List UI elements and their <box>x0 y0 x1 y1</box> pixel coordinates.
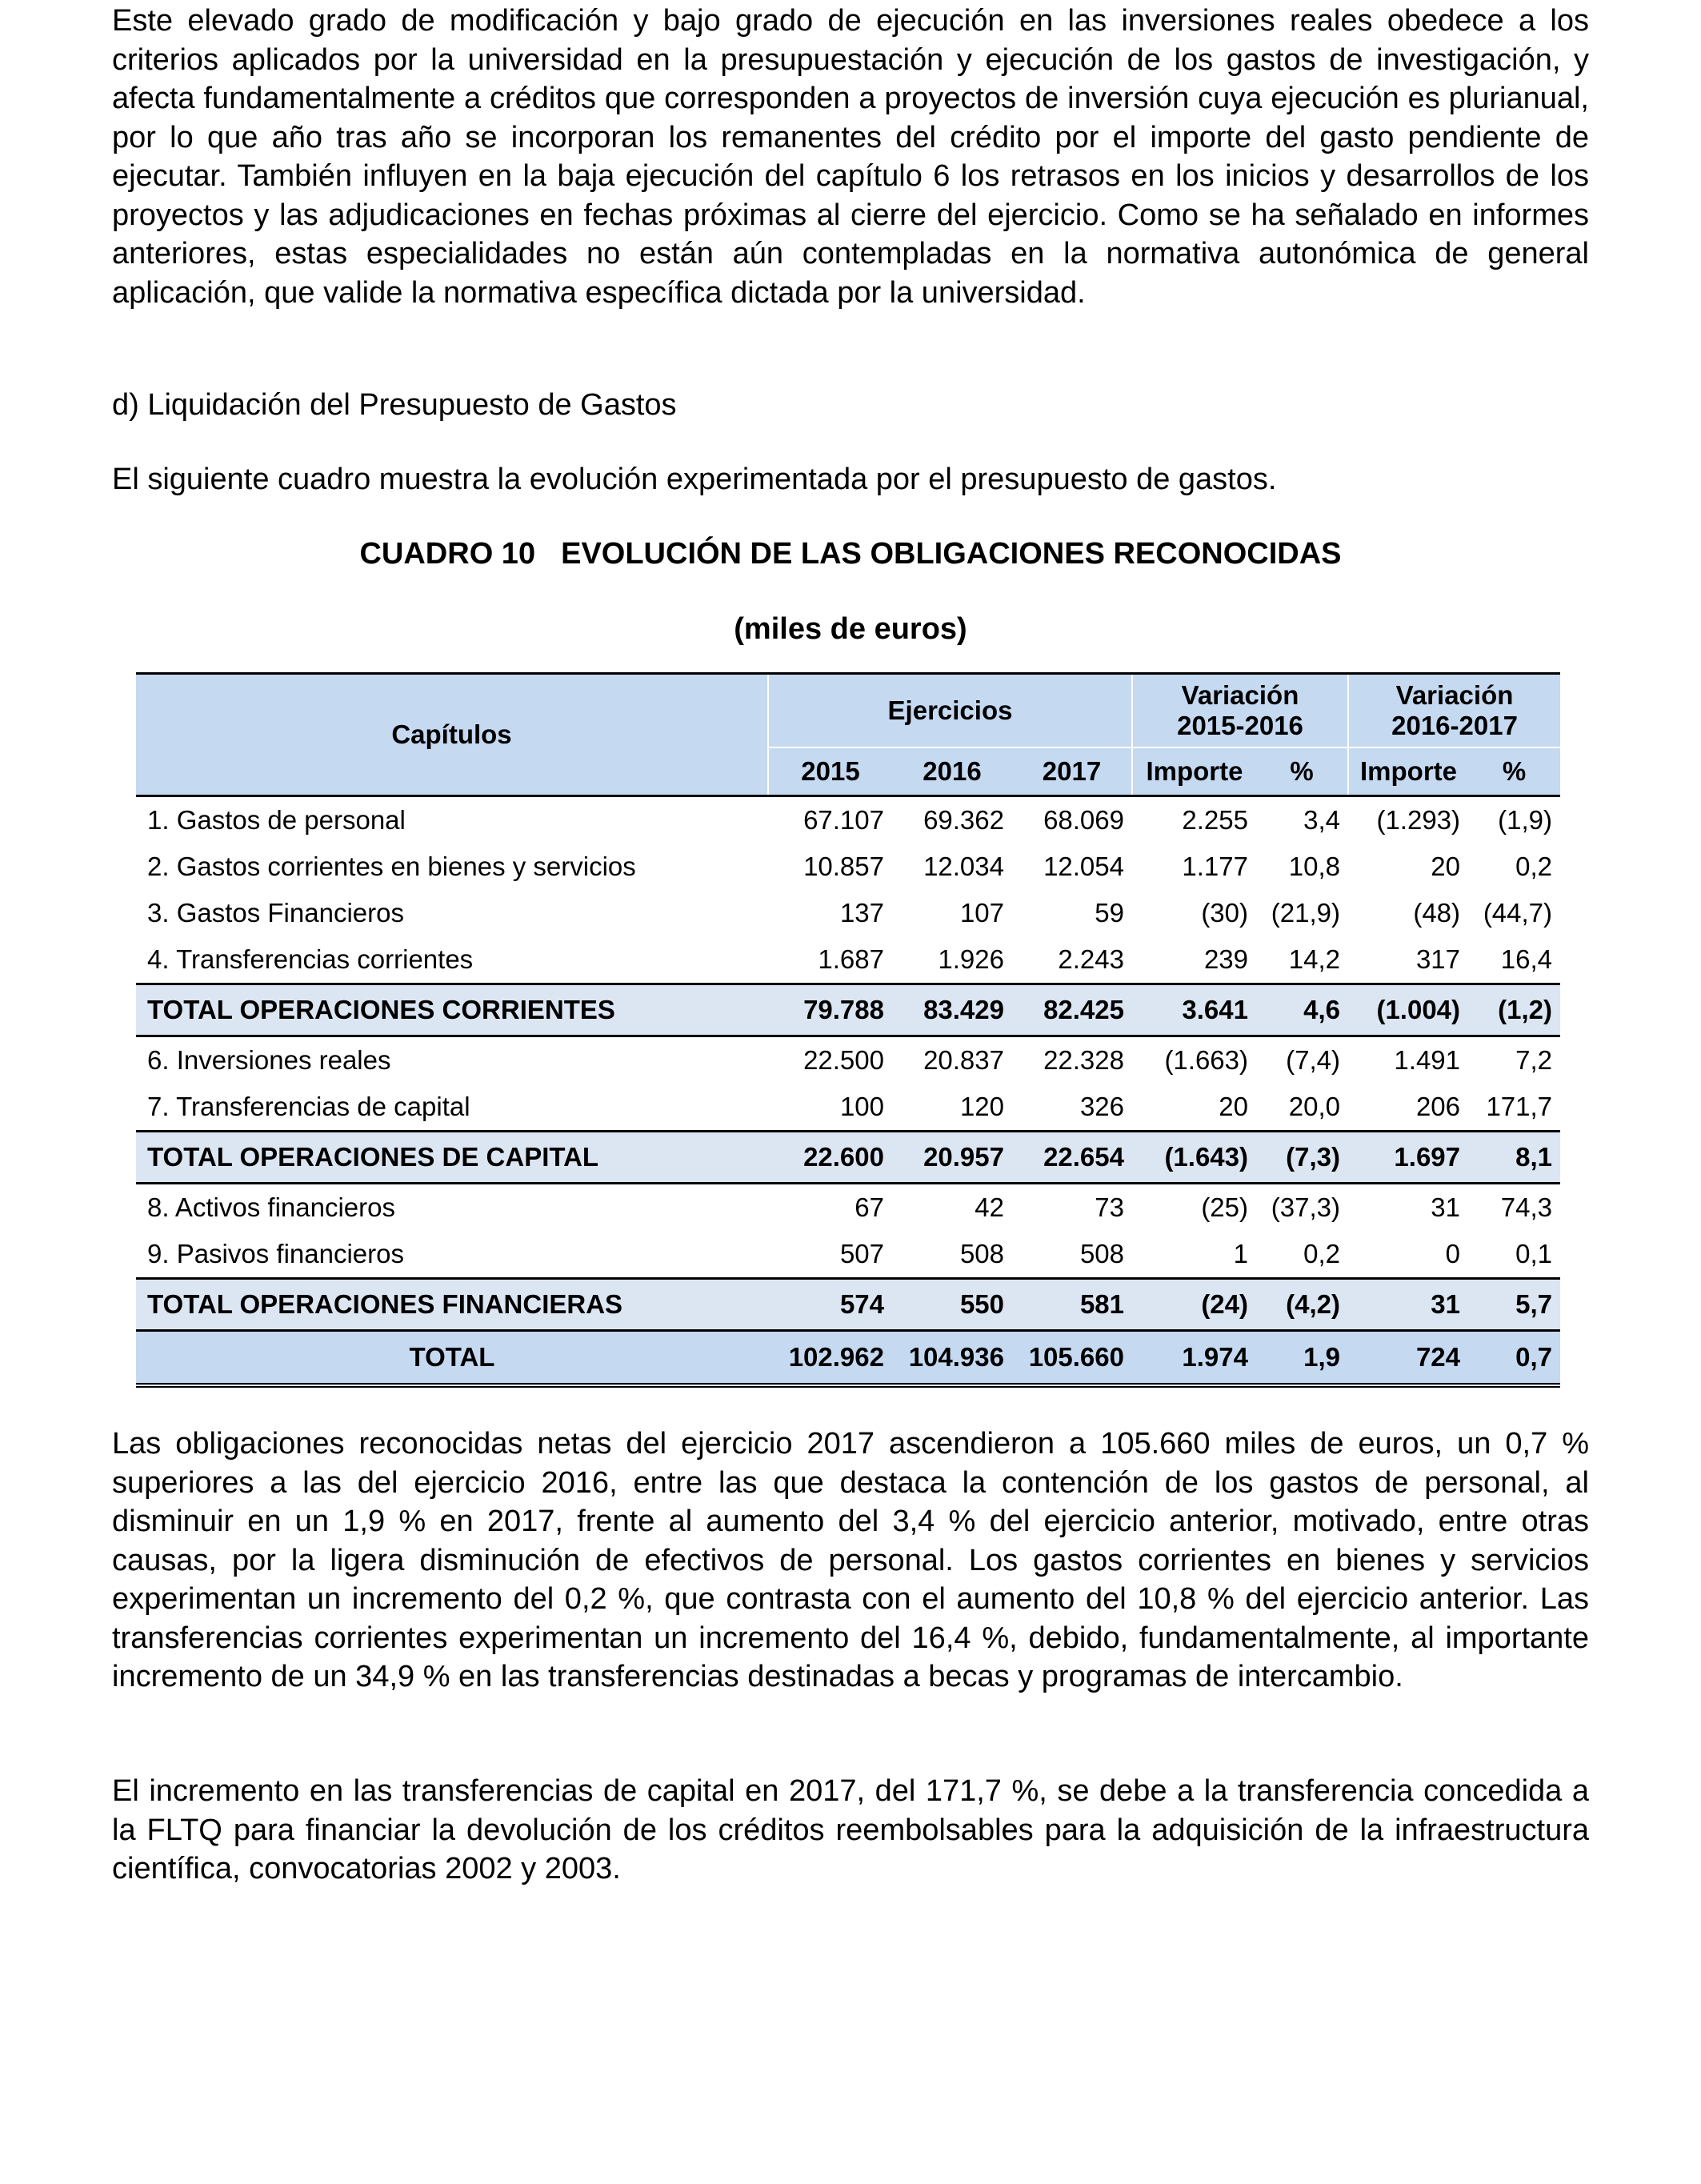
cell: 0,2 <box>1303 1239 1341 1268</box>
header-variacion-2016-2017 <box>1348 674 1560 748</box>
cell: 2.243 <box>1058 944 1124 974</box>
cell: 104.936 <box>892 1331 1012 1386</box>
cell: (24) <box>1132 1279 1256 1331</box>
cell: 0 <box>1445 1239 1461 1268</box>
cell: 574 <box>768 1279 892 1331</box>
cell: 12.054 <box>1043 852 1124 881</box>
row-label: 4. Transferencias corrientes <box>147 944 474 974</box>
intro-paragraph: Este elevado grado de modificación y bajo grado de ejecución en las inversiones reales obedece a los criterios aplicados por la universidad en la presupuestación y ejecución de los gastos de investigación, y afecta fundamentalmente a créditos que corresponden a proyectos de inversión cuya ejecución es plurianual, por lo que año tras año se incorporan los remanentes del crédito por el importe del gasto pendiente de ejecutar. También influyen en la baja ejecución del capítulo 6 los retrasos en los inicios y desarrollos de los proyectos y las adjudicaciones en fechas próximas al cierre del ejercicio. Como se ha señalado en informes anteriores, estas especialidades no están aún contempladas en la normativa autonómica de general aplicación, que valide la normativa específica dictada por la universidad. <box>112 4 1589 310</box>
table-row <box>136 1036 1560 1084</box>
cell: 20.957 <box>892 1132 1012 1184</box>
table-row <box>136 1184 1560 1232</box>
cell: (1,2) <box>1468 984 1560 1036</box>
row-label: 8. Activos financieros <box>147 1192 395 1222</box>
cell: 14,2 <box>1288 944 1341 974</box>
cell: 508 <box>959 1239 1004 1268</box>
header-capitulos: Capítulos <box>136 674 768 796</box>
cell: (7,4) <box>1286 1045 1341 1075</box>
cell: 7,2 <box>1515 1045 1553 1075</box>
cell: (30) <box>1201 898 1248 928</box>
cell: 239 <box>1203 944 1248 974</box>
cell: (7,3) <box>1256 1132 1348 1184</box>
cell: (25) <box>1201 1192 1248 1222</box>
cell: 1.177 <box>1182 852 1248 881</box>
row-label: TOTAL OPERACIONES DE CAPITAL <box>136 1132 768 1184</box>
obligations-table <box>136 672 1560 1388</box>
table-row-grand-total <box>136 1331 1560 1386</box>
cell: (1,9) <box>1498 805 1553 835</box>
table-title-number: CUADRO 10 <box>359 537 536 571</box>
cell: 83.429 <box>892 984 1012 1036</box>
cell: 1.491 <box>1394 1045 1461 1075</box>
cell: 10.857 <box>803 852 884 881</box>
cell: 68.069 <box>1043 805 1124 835</box>
row-label: 3. Gastos Financieros <box>147 898 404 928</box>
cell: 326 <box>1079 1092 1124 1121</box>
cell: 22.600 <box>768 1132 892 1184</box>
row-label: 6. Inversiones reales <box>147 1045 391 1075</box>
cell: 120 <box>959 1092 1004 1121</box>
cell: 102.962 <box>768 1331 892 1386</box>
cell: (1.663) <box>1164 1045 1248 1075</box>
cell: (1.643) <box>1132 1132 1256 1184</box>
cell: 1.687 <box>818 944 884 974</box>
cell: 22.328 <box>1043 1045 1124 1075</box>
row-label: 9. Pasivos financieros <box>147 1239 404 1268</box>
cell: 12.034 <box>923 852 1004 881</box>
header-year: 2017 <box>1012 747 1132 796</box>
cell: 137 <box>839 898 884 928</box>
cell: 20.837 <box>923 1045 1004 1075</box>
cell: 73 <box>1095 1192 1124 1222</box>
table-title <box>0 535 1701 573</box>
cell: 42 <box>975 1192 1004 1222</box>
cell: 317 <box>1415 944 1461 974</box>
table-row <box>136 936 1560 984</box>
section-intro: El siguiente cuadro muestra la evolución experimentada por el presupuesto de gastos. <box>112 463 1277 496</box>
cell: 508 <box>1079 1239 1124 1268</box>
header-percent: % <box>1468 747 1560 796</box>
cell: (48) <box>1413 898 1461 928</box>
header-variacion-label: Variación <box>1181 680 1299 710</box>
cell: (37,3) <box>1271 1192 1341 1222</box>
cell: 59 <box>1095 898 1124 928</box>
cell: (1.004) <box>1348 984 1468 1036</box>
cell: 3.641 <box>1132 984 1256 1036</box>
cell: 69.362 <box>923 805 1004 835</box>
cell: 79.788 <box>768 984 892 1036</box>
row-label: 2. Gastos corrientes en bienes y servicios <box>147 852 636 881</box>
table-row-subtotal <box>136 1279 1560 1331</box>
cell: 22.500 <box>803 1045 884 1075</box>
cell: 74,3 <box>1500 1192 1553 1222</box>
cell: 67.107 <box>803 805 884 835</box>
cell: 107 <box>959 898 1004 928</box>
table-row <box>136 1084 1560 1132</box>
cell: 550 <box>892 1279 1012 1331</box>
table-units: (miles de euros) <box>734 612 967 646</box>
cell: (21,9) <box>1271 898 1341 928</box>
header-year: 2015 <box>768 747 892 796</box>
header-variacion-label: Variación <box>1395 680 1514 710</box>
cell: 82.425 <box>1012 984 1132 1036</box>
cell: (1.293) <box>1376 805 1461 835</box>
table-row <box>136 844 1560 890</box>
table-row-subtotal <box>136 984 1560 1036</box>
cell: 100 <box>839 1092 884 1121</box>
cell: 1.697 <box>1348 1132 1468 1184</box>
row-label: TOTAL <box>136 1331 768 1386</box>
cell: 5,7 <box>1468 1279 1560 1331</box>
header-percent: % <box>1256 747 1348 796</box>
cell: 31 <box>1348 1279 1468 1331</box>
cell: 1.974 <box>1132 1331 1256 1386</box>
cell: 20 <box>1431 852 1461 881</box>
header-variacion-years: 2016-2017 <box>1391 711 1518 740</box>
cell: 20 <box>1219 1092 1248 1121</box>
cell: 20,0 <box>1288 1092 1341 1121</box>
header-variacion-years: 2015-2016 <box>1177 711 1303 740</box>
cell: 0,7 <box>1468 1331 1560 1386</box>
cell: 171,7 <box>1486 1092 1553 1121</box>
cell: 3,4 <box>1303 805 1341 835</box>
header-variacion-2015-2016 <box>1132 674 1348 748</box>
cell: 31 <box>1431 1192 1461 1222</box>
cell: 507 <box>839 1239 884 1268</box>
analysis-paragraph: Las obligaciones reconocidas netas del ejercicio 2017 ascendieron a 105.660 miles de euros, un 0,7 % superiores a las del ejercicio 2016, entre las que destaca la contención de los gastos de personal, al disminuir en un 1,9 % en 2017, frente al aumento del 3,4 % del ejercicio anterior, motivado, entre otras causas, por la ligera disminución de efectivos de personal. Los gastos corrientes en bienes y servicios experimentan un incremento del 0,2 %, que contrasta con el aumento del 10,8 % del ejercicio anterior. Las transferencias corrientes experimentan un incremento del 16,4 %, debido, fundamentalmente, al importante incremento de un 34,9 % en las transferencias destinadas a becas y programas de intercambio. <box>112 1427 1589 1693</box>
row-label: TOTAL OPERACIONES CORRIENTES <box>136 984 768 1036</box>
cell: 22.654 <box>1012 1132 1132 1184</box>
cell: 8,1 <box>1468 1132 1560 1184</box>
header-importe: Importe <box>1132 747 1256 796</box>
header-year: 2016 <box>892 747 1012 796</box>
table-row-subtotal <box>136 1132 1560 1184</box>
cell: 724 <box>1348 1331 1468 1386</box>
cell: 0,1 <box>1515 1239 1553 1268</box>
row-label: 7. Transferencias de capital <box>147 1092 470 1121</box>
header-ejercicios: Ejercicios <box>768 674 1132 748</box>
table-title-text: EVOLUCIÓN DE LAS OBLIGACIONES RECONOCIDAS <box>561 537 1342 571</box>
cell: 10,8 <box>1288 852 1341 881</box>
table-row <box>136 796 1560 844</box>
capital-transfers-paragraph: El incremento en las transferencias de capital en 2017, del 171,7 %, se debe a la transferencia concedida a la FLTQ para financiar la devolución de los créditos reembolsables para la adquisición de la infraestructura científica, convocatorias 2002 y 2003. <box>112 1774 1589 1885</box>
cell: 581 <box>1012 1279 1132 1331</box>
row-label: 1. Gastos de personal <box>147 805 406 835</box>
cell: (4,2) <box>1256 1279 1348 1331</box>
header-importe: Importe <box>1348 747 1468 796</box>
table-row <box>136 1231 1560 1279</box>
cell: 1 <box>1233 1239 1248 1268</box>
cell: 105.660 <box>1012 1331 1132 1386</box>
cell: 67 <box>855 1192 884 1222</box>
cell: 0,2 <box>1515 852 1553 881</box>
cell: 2.255 <box>1182 805 1248 835</box>
cell: 16,4 <box>1500 944 1553 974</box>
table-row <box>136 890 1560 936</box>
cell: 206 <box>1415 1092 1461 1121</box>
cell: 1,9 <box>1256 1331 1348 1386</box>
section-heading: d) Liquidación del Presupuesto de Gastos <box>112 388 677 422</box>
row-label: TOTAL OPERACIONES FINANCIERAS <box>136 1279 768 1331</box>
cell: (44,7) <box>1483 898 1553 928</box>
cell: 4,6 <box>1256 984 1348 1036</box>
cell: 1.926 <box>938 944 1004 974</box>
